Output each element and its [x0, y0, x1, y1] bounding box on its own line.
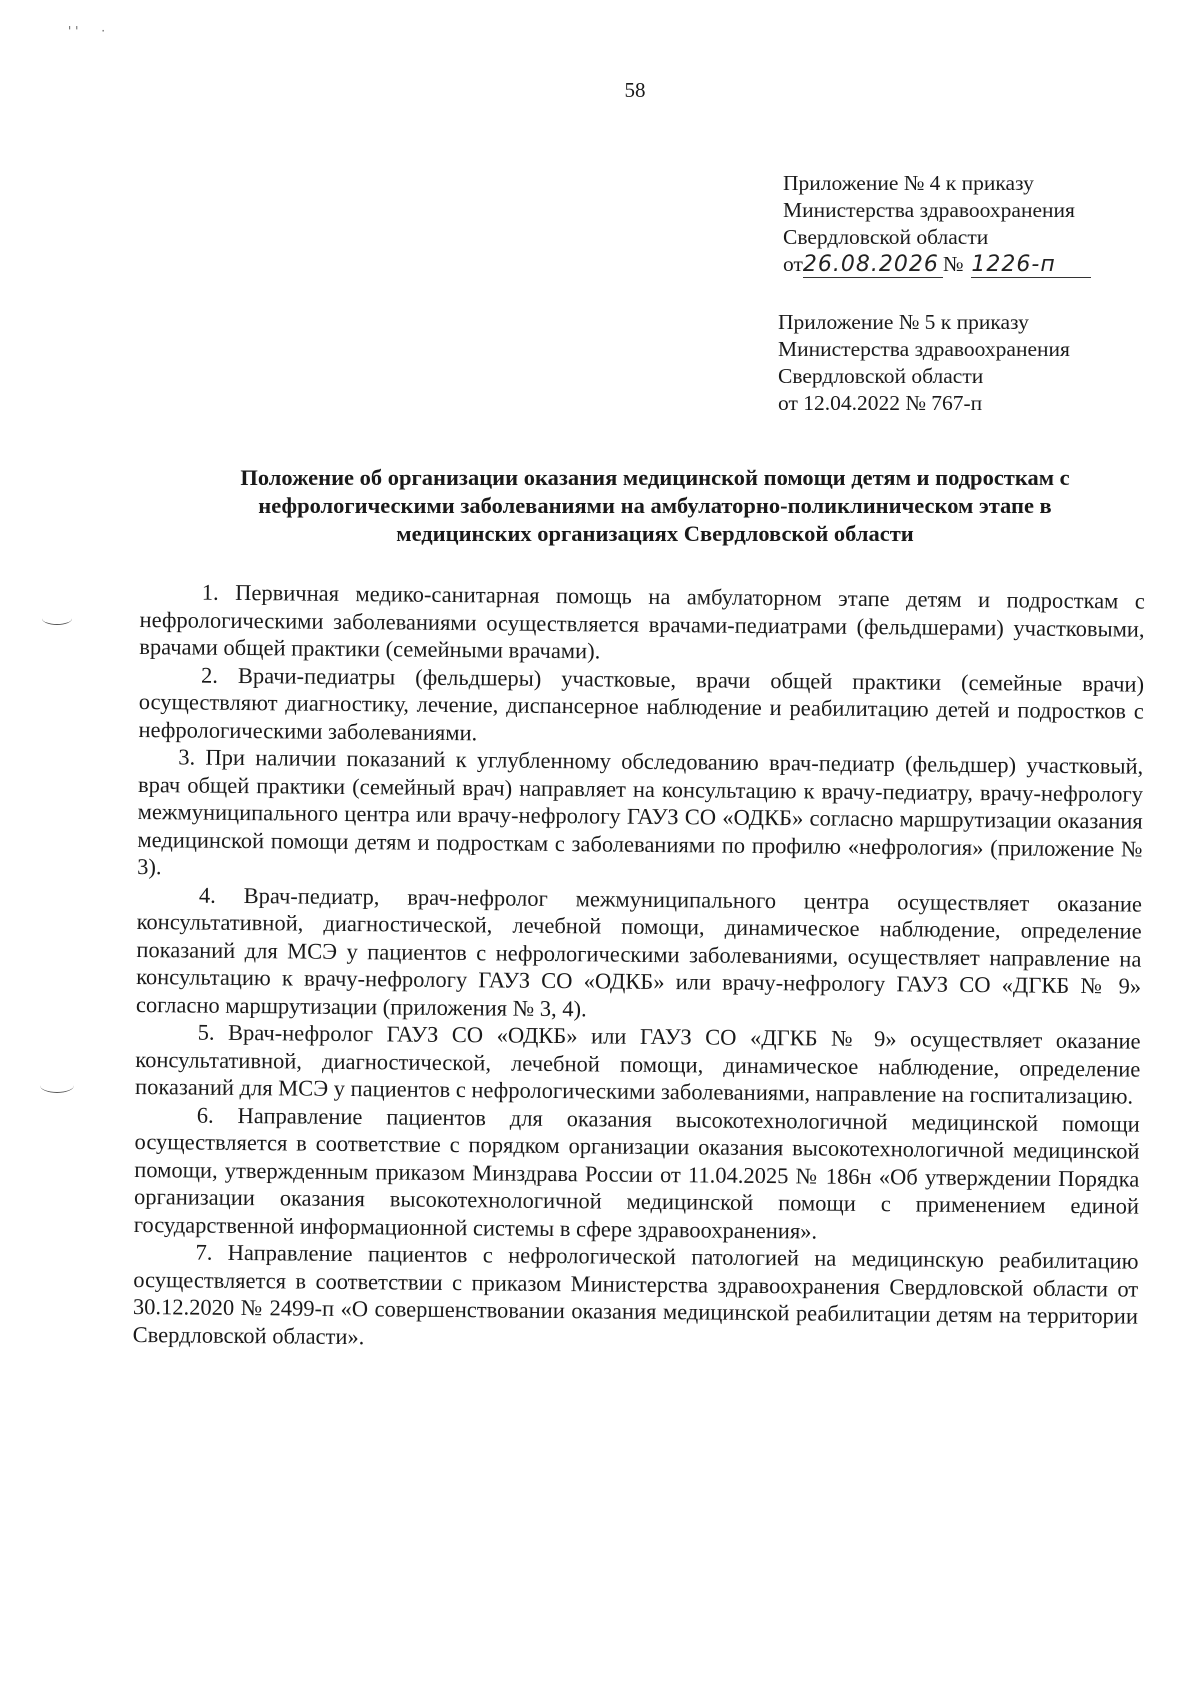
number-label: №: [942, 252, 964, 276]
document-title: [160, 464, 1150, 548]
paragraph-1: 1. Первичная медико-санитарная помощь на амбулаторном этапе детям и подросткам с нефрологическими заболеваниями осуществляется врачами-педиатрами (фельдшерами) участковыми, врачами общей практики (семейными врачами).: [139, 579, 1145, 664]
appendix-4-line1: Приложение № 4 к приказу: [783, 171, 1034, 195]
paragraph-5: 5. Врач-нефролог ГАУЗ СО «ОДКБ» или ГАУЗ СО «ДГКБ № 9» осуществляет оказание консультативной, диагностической, лечебной помощи, динамическое наблюдение, определение показаний для МСЭ у пациентов с нефрологическими заболеваниями, направление на госпитализацию.: [134, 1019, 1141, 1109]
appendix-4-line2: Министерства здравоохранения: [783, 198, 1075, 222]
appendix-4-date-line: [783, 251, 1143, 278]
from-label: от: [783, 252, 803, 276]
appendix-5-header: [778, 309, 1138, 417]
paragraph-3: 3. При наличии показаний к углубленному обследованию врач-педиатр (фельдшер) участковый, врач общей практики (семейный врач) направляет на консультацию к врачу-педиатру, врачу-нефрологу межмуниципального центра или врачу-нефрологу ГАУЗ СО «ОДКБ» согласно маршрутизации оказания медицинской помощи детям и подросткам с заболеваниями по профилю «нефрология» (приложение № 3).: [137, 744, 1144, 880]
page-number: 58: [624, 78, 646, 102]
appendix-5-line2: Министерства здравоохранения: [778, 337, 1070, 361]
handwritten-date: 26.08.2026: [803, 253, 943, 278]
document-body: [133, 578, 1145, 1358]
paragraph-7: 7. Направление пациентов с нефрологической патологией на медицинскую реабилитацию осуществляется в соответствии с приказом Министерства здравоохранения Свердловской области от 30.12.2020 № 2499-п «О совершенствовании оказания медицинской реабилитации детям на территории Свердловской области».: [132, 1239, 1139, 1349]
title-line3: медицинских организациях Свердловской области: [396, 521, 914, 546]
appendix-5-line3: Свердловской области: [778, 364, 984, 388]
scan-speck: ' ' ·: [68, 24, 106, 38]
handwritten-number: 1226-п: [971, 253, 1091, 278]
appendix-4-line3: Свердловской области: [783, 225, 989, 249]
scan-mark: [40, 1078, 74, 1093]
paragraph-6: 6. Направление пациентов для оказания высокотехнологичной медицинской помощи осуществляется в соответствие с порядком организации оказания высокотехнологичной медицинской помощи, утвержденным приказом Минздрава России от 11.04.2025 № 186н «Об утверждении Порядка организации оказания высокотехнологичной медицинской помощи с применением единой государственной информационной системы в сфере здравоохранения».: [133, 1102, 1140, 1244]
appendix-4-header: [783, 170, 1143, 278]
scan-mark: [42, 612, 72, 625]
appendix-5-line1: Приложение № 5 к приказу: [778, 310, 1029, 334]
title-line1: Положение об организации оказания медицинской помощи детям и подросткам с: [240, 465, 1070, 490]
paragraph-4: 4. Врач-педиатр, врач-нефролог межмуниципального центра осуществляет оказание консультативной, диагностической, лечебной помощи, динамическое наблюдение, определение показаний для МСЭ у пациентов с нефрологическими заболеваниями, осуществляет направление на консультацию к врачу-нефрологу ГАУЗ СО «ОДКБ» или врачу-нефрологу ГАУЗ СО «ДГКБ № 9» согласно маршрутизации (приложения № 3, 4).: [135, 882, 1143, 1021]
paragraph-2: 2. Врачи-педиатры (фельдшеры) участковые, врачи общей практики (семейные врачи) осуществляют диагностику, лечение, диспансерное наблюдение и реабилитацию детей и подростков с нефрологическими заболеваниями.: [138, 662, 1145, 745]
appendix-5-line4: от 12.04.2022 № 767-п: [778, 391, 983, 415]
title-line2: нефрологическими заболеваниями на амбулаторно-поликлиническом этапе в: [258, 493, 1052, 518]
